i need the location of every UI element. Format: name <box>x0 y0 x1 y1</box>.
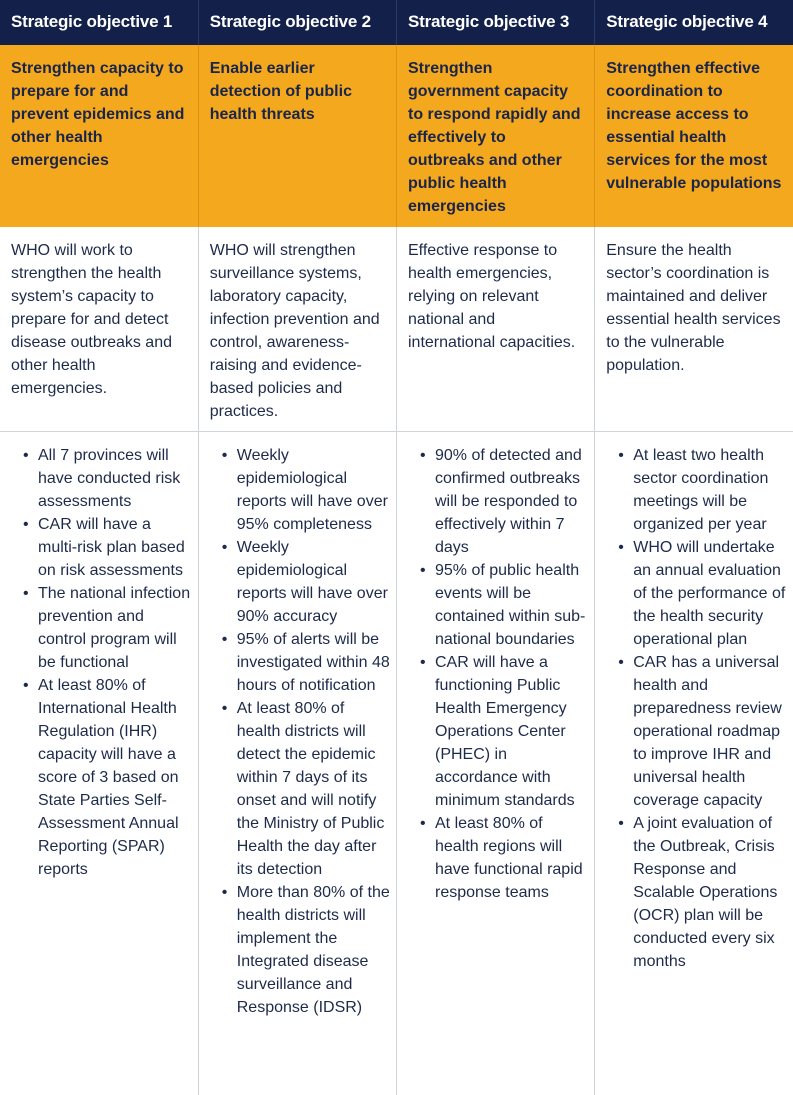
description-2: WHO will strengthen surveillance systems, laboratory capacity, infection prevention and control, awareness-raising and evidence-based policies and practices. <box>198 227 396 431</box>
column-header-1: Strategic objective 1 <box>0 0 198 45</box>
targets-cell-4 <box>595 431 793 1095</box>
targets-list-2 <box>199 444 390 1019</box>
column-header-3: Strategic objective 3 <box>397 0 595 45</box>
target-item: • WHO will undertake an annual evaluation of the performance of the health security operational plan <box>633 536 787 651</box>
target-item: • CAR has a universal health and preparedness review operational roadmap to improve IHR and universal health coverage capacity <box>633 651 787 812</box>
target-item: • 95% of public health events will be contained within sub-national boundaries <box>435 559 588 651</box>
targets-cell-2 <box>198 431 396 1095</box>
targets-list-1 <box>0 444 192 881</box>
description-row <box>0 227 793 431</box>
column-header-2: Strategic objective 2 <box>198 0 396 45</box>
target-item: • The national infection prevention and control program will be functional <box>38 582 192 674</box>
objective-1: Strengthen capacity to prepare for and prevent epidemics and other health emergencies <box>0 45 198 227</box>
objective-4: Strengthen effective coordination to increase access to essential health services for the most vulnerable populations <box>595 45 793 227</box>
target-item: • CAR will have a functioning Public Health Emergency Operations Center (PHEC) in accordance with minimum standards <box>435 651 588 812</box>
targets-cell-3 <box>397 431 595 1095</box>
description-4: Ensure the health sector’s coordination is maintained and deliver essential health services to the vulnerable population. <box>595 227 793 431</box>
target-item: • Weekly epidemiological reports will have over 90% accuracy <box>237 536 390 628</box>
target-item: • At least 80% of International Health Regulation (IHR) capacity will have a score of 3 based on State Parties Self-Assessment Annual Reporting (SPAR) reports <box>38 674 192 881</box>
target-item: • More than 80% of the health districts will implement the Integrated disease surveillance and Response (IDSR) <box>237 881 390 1019</box>
target-item: • A joint evaluation of the Outbreak, Crisis Response and Scalable Operations (OCR) plan will be conducted every six months <box>633 812 787 973</box>
description-1: WHO will work to strengthen the health system’s capacity to prepare for and detect disease outbreaks and other health emergencies. <box>0 227 198 431</box>
target-item: • At least 80% of health regions will have functional rapid response teams <box>435 812 588 904</box>
target-item: • CAR will have a multi-risk plan based on risk assessments <box>38 513 192 582</box>
targets-list-3 <box>397 444 588 904</box>
targets-row <box>0 431 793 1095</box>
target-item: • At least 80% of health districts will detect the epidemic within 7 days of its onset and will notify the Ministry of Public Health the day after its detection <box>237 697 390 881</box>
description-3: Effective response to health emergencies, relying on relevant national and international capacities. <box>397 227 595 431</box>
header-row <box>0 0 793 45</box>
column-header-4: Strategic objective 4 <box>595 0 793 45</box>
objective-3: Strengthen government capacity to respond rapidly and effectively to outbreaks and other public health emergencies <box>397 45 595 227</box>
targets-list-4 <box>595 444 787 973</box>
objective-2: Enable earlier detection of public health threats <box>198 45 396 227</box>
target-item: • 95% of alerts will be investigated within 48 hours of notification <box>237 628 390 697</box>
target-item: • 90% of detected and confirmed outbreaks will be responded to effectively within 7 days <box>435 444 588 559</box>
target-item: • Weekly epidemiological reports will have over 95% completeness <box>237 444 390 536</box>
targets-cell-1 <box>0 431 198 1095</box>
objective-row <box>0 45 793 227</box>
target-item: • All 7 provinces will have conducted risk assessments <box>38 444 192 513</box>
target-item: • At least two health sector coordination meetings will be organized per year <box>633 444 787 536</box>
